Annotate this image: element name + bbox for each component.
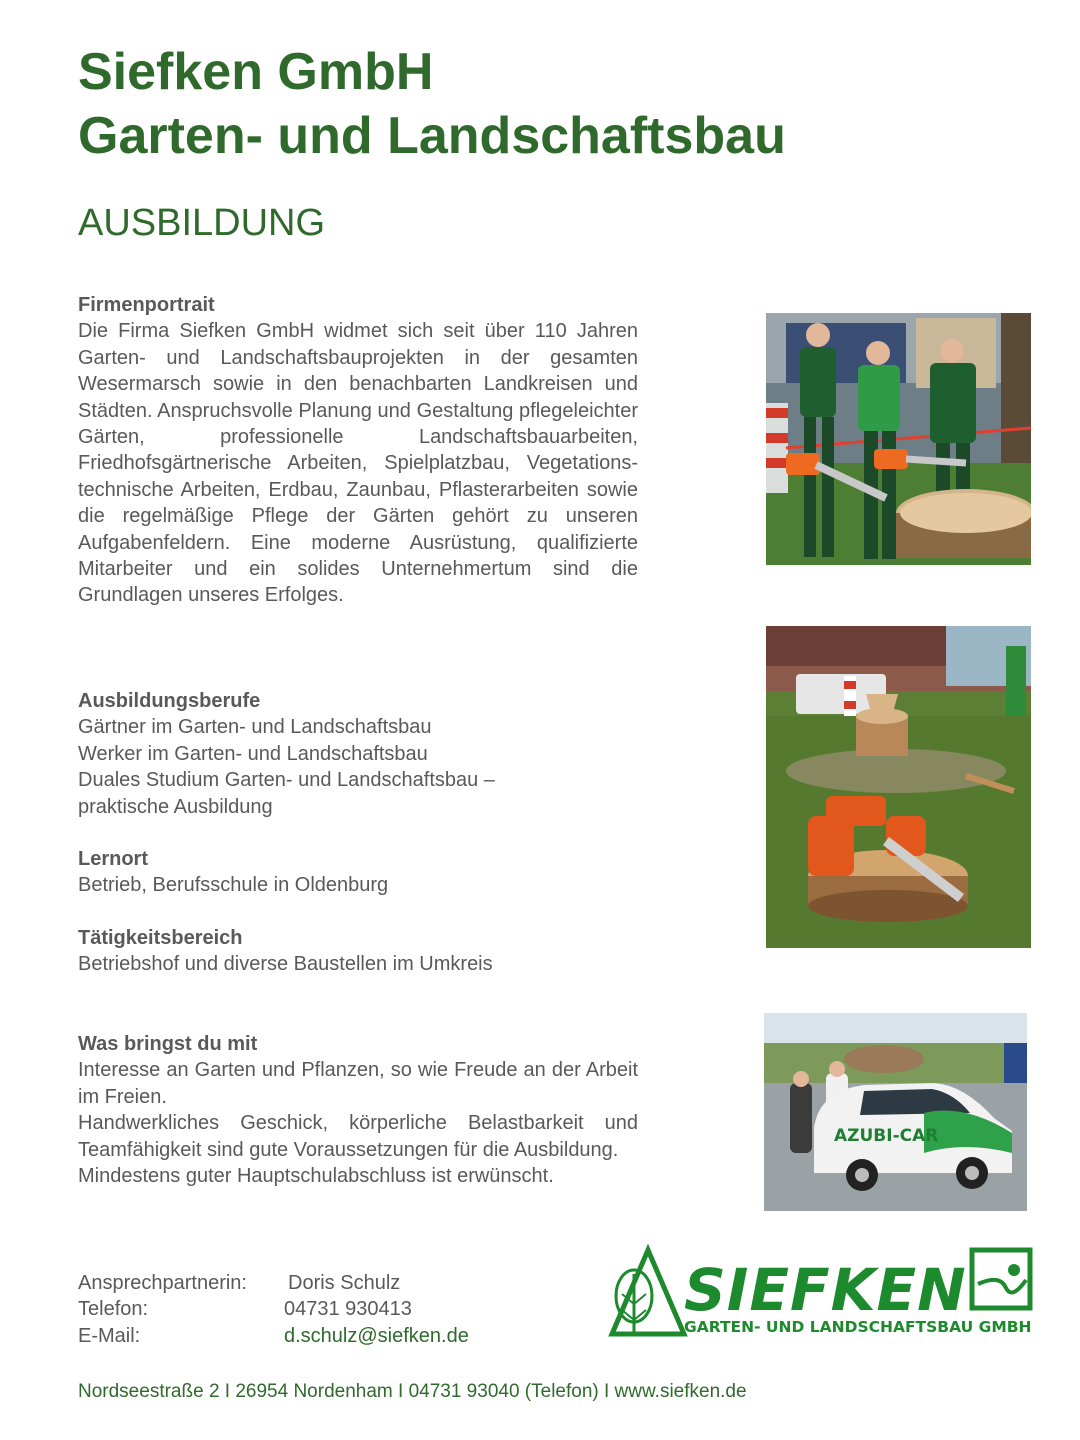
section-paragraph: Mindestens guter Hauptschulabschluss ist erwünscht. xyxy=(78,1165,554,1188)
section-was-bringst-du-mit xyxy=(78,1031,638,1189)
contact-person-row xyxy=(78,1270,469,1296)
contact-email-row xyxy=(78,1323,469,1349)
photo-azubi-car xyxy=(764,1013,1027,1211)
section-paragraph: Interesse an Garten und Pflanzen, so wie Freude an der Arbeit im Freien. xyxy=(78,1059,638,1108)
section-body: Die Firma Siefken GmbH widmet sich seit über 110 Jahren Garten- und Landschaftsbauprojekten in der gesamten Wesermarsch sowie in den benachbarten Landkreisen und Städten. Anspruchsvolle Planung und Gestaltung pflegeleichter Gärten, professionelle Landschaftsbauarbeiten, Friedhofsgärtnerische Arbeiten, Spielplatzbau, Vegetations-technische Arbeiten, Erdbau, Zaunbau, Pflasterarbeiten sowie die regelmäßige Pflege der Gärten gehört zu unseren Aufgabenfeldern. Eine moderne Ausrüstung, qualifizierte Mitarbeiter und ein solides Unternehmertum sind die Grundlagen unseres Erfolges. xyxy=(78,320,638,607)
section-heading: Was bringst du mit xyxy=(78,1033,258,1055)
section-body: Betrieb, Berufsschule in Oldenburg xyxy=(78,874,389,897)
page-title xyxy=(78,40,786,168)
contact-person-value: Doris Schulz xyxy=(288,1272,401,1294)
section-heading: Tätigkeitsbereich xyxy=(78,927,243,949)
page-subtitle: AUSBILDUNG xyxy=(78,202,326,244)
siefken-logo xyxy=(608,1244,1036,1340)
photo-chainsaws-stump xyxy=(766,626,1031,948)
contact-person-label: Ansprechpartnerin: xyxy=(78,1272,247,1294)
contact-phone-value: 04731 930413 xyxy=(284,1298,412,1321)
section-paragraph: Handwerkliches Geschick, körperliche Belastbarkeit und Teamfähigkeit sind gute Voraussetzungen für die Ausbildung. xyxy=(78,1112,638,1161)
section-lernort xyxy=(78,846,638,899)
list-item: Gärtner im Garten- und Landschaftsbau xyxy=(78,716,432,739)
list-item: praktische Ausbildung xyxy=(78,795,273,818)
contact-phone-row xyxy=(78,1296,469,1322)
logo-tagline: GARTEN- UND LANDSCHAFTSBAU GMBH xyxy=(684,1318,1032,1336)
contact-block xyxy=(78,1270,469,1349)
contact-phone-label: Telefon: xyxy=(78,1298,149,1321)
section-firmenportrait xyxy=(78,292,638,609)
list-item: Werker im Garten- und Landschaftsbau xyxy=(78,742,428,765)
list-item: Duales Studium Garten- und Landschaftsbau – xyxy=(78,769,495,792)
footer-address: Nordseestraße 2 I 26954 Nordenham I 04731 93040 (Telefon) I www.siefken.de xyxy=(78,1381,747,1402)
section-heading: Firmenportrait xyxy=(78,294,215,316)
section-heading: Lernort xyxy=(78,848,148,870)
contact-email-label: E-Mail: xyxy=(78,1324,141,1347)
title-company: Siefken GmbH xyxy=(78,43,434,101)
section-body: Betriebshof und diverse Baustellen im Umkreis xyxy=(78,953,493,976)
car-text: AZUBI-CAR xyxy=(834,1126,939,1146)
logo-wordmark: SIEFKEN xyxy=(684,1256,967,1324)
contact-email-link[interactable]: d.schulz@siefken.de xyxy=(284,1324,469,1347)
section-heading: Ausbildungsberufe xyxy=(78,690,261,712)
section-taetigkeitsbereich xyxy=(78,925,638,978)
photo-trainees-chainsaws xyxy=(766,313,1031,565)
title-business: Garten- und Landschaftsbau xyxy=(78,107,786,165)
section-ausbildungsberufe xyxy=(78,688,638,820)
